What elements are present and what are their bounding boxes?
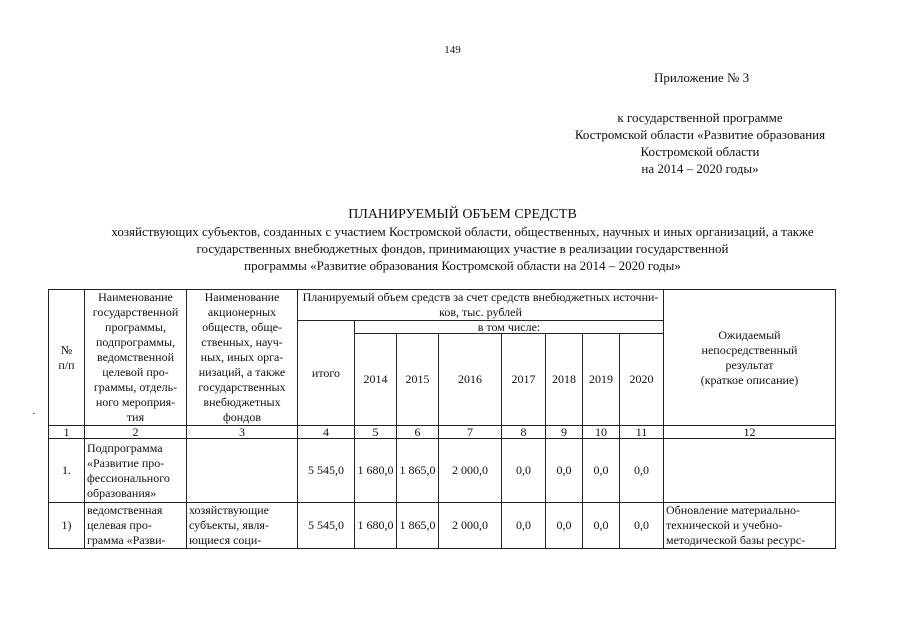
appendix-title: Приложение № 3: [654, 70, 750, 85]
column-number: 9: [546, 426, 583, 439]
row-year-value: 0,0: [546, 503, 583, 549]
program-reference: [520, 109, 880, 177]
row-total: 5 545,0: [298, 503, 355, 549]
program-reference-line: Костромской области «Развитие образования: [574, 127, 826, 142]
header-total: итого: [298, 321, 355, 426]
header-organization: Наименование акционерных обществ, обще- ственных, науч- ных, иных орга- низаций, а также государственных внебюджетных фондов: [187, 290, 298, 426]
title-line: государственных внебюджетных фондов, принимающих участие в реализации государственной: [196, 241, 729, 256]
row-program-name: Подпрограмма «Развитие про- фессионального образования»: [85, 439, 187, 503]
title-line: программы «Развитие образования Костромской области на 2014 – 2020 годы»: [244, 258, 681, 273]
header-year: 2020: [620, 334, 664, 426]
header-year: 2019: [583, 334, 620, 426]
program-reference-line: к государственной программе: [617, 110, 783, 125]
header-year: 2017: [502, 334, 546, 426]
row-year-value: 1 865,0: [397, 503, 439, 549]
program-reference-line: на 2014 – 2020 годы»: [641, 161, 759, 176]
column-number: 8: [502, 426, 546, 439]
column-number: 10: [583, 426, 620, 439]
header-program: Наименование государственной программы, подпрограммы, ведомственной целевой про- граммы, отдель- ного мероприя- тия: [85, 290, 187, 426]
header-planned-funds: Планируемый объем средств за счет средств внебюджетных источни- ков, тыс. рублей: [298, 290, 664, 321]
table-row: [49, 503, 836, 549]
row-year-value: 1 865,0: [397, 439, 439, 503]
row-result: [664, 439, 836, 503]
column-number: 6: [397, 426, 439, 439]
header-num: № п/п: [49, 290, 85, 426]
title-main: ПЛАНИРУЕМЫЙ ОБЪЕМ СРЕДСТВ: [348, 207, 577, 222]
column-number: 1: [49, 426, 85, 439]
page-number: 149: [444, 44, 461, 56]
row-organization: хозяйствующие субъекты, явля- ющиеся соци-: [187, 503, 298, 549]
header-including: в том числе:: [355, 321, 664, 334]
row-year-value: 1 680,0: [355, 503, 397, 549]
column-number: 7: [439, 426, 502, 439]
table-row: [49, 439, 836, 503]
column-number: 2: [85, 426, 187, 439]
title-line: хозяйствующих субъектов, созданных с участием Костромской области, общественных, научных и иных организаций, а также: [111, 224, 814, 239]
header-year: 2018: [546, 334, 583, 426]
row-year-value: 1 680,0: [355, 439, 397, 503]
header-year: 2015: [397, 334, 439, 426]
row-number: 1.: [49, 439, 85, 503]
row-year-value: 0,0: [620, 439, 664, 503]
row-organization: [187, 439, 298, 503]
row-year-value: 0,0: [546, 439, 583, 503]
column-number: 5: [355, 426, 397, 439]
row-year-value: 2 000,0: [439, 503, 502, 549]
row-year-value: 2 000,0: [439, 439, 502, 503]
header-row: [49, 290, 836, 321]
row-number: 1): [49, 503, 85, 549]
column-number-row: [49, 426, 836, 439]
header-year: 2014: [355, 334, 397, 426]
column-number: 4: [298, 426, 355, 439]
column-number: 3: [187, 426, 298, 439]
column-number: 11: [620, 426, 664, 439]
row-year-value: 0,0: [502, 439, 546, 503]
row-total: 5 545,0: [298, 439, 355, 503]
row-result: Обновление материально- технической и учебно- методической базы ресурс-: [664, 503, 836, 549]
row-year-value: 0,0: [583, 439, 620, 503]
row-year-value: 0,0: [502, 503, 546, 549]
header-year: 2016: [439, 334, 502, 426]
column-number: 12: [664, 426, 836, 439]
row-program-name: ведомственная целевая про- грамма «Разви-: [85, 503, 187, 549]
row-year-value: 0,0: [583, 503, 620, 549]
funding-table: [48, 289, 836, 549]
header-result: Ожидаемый непосредственный результат (краткое описание): [664, 290, 836, 426]
document-title: [40, 206, 885, 274]
row-year-value: 0,0: [620, 503, 664, 549]
margin-mark: ·: [32, 408, 36, 420]
program-reference-line: Костромской области: [640, 144, 760, 159]
